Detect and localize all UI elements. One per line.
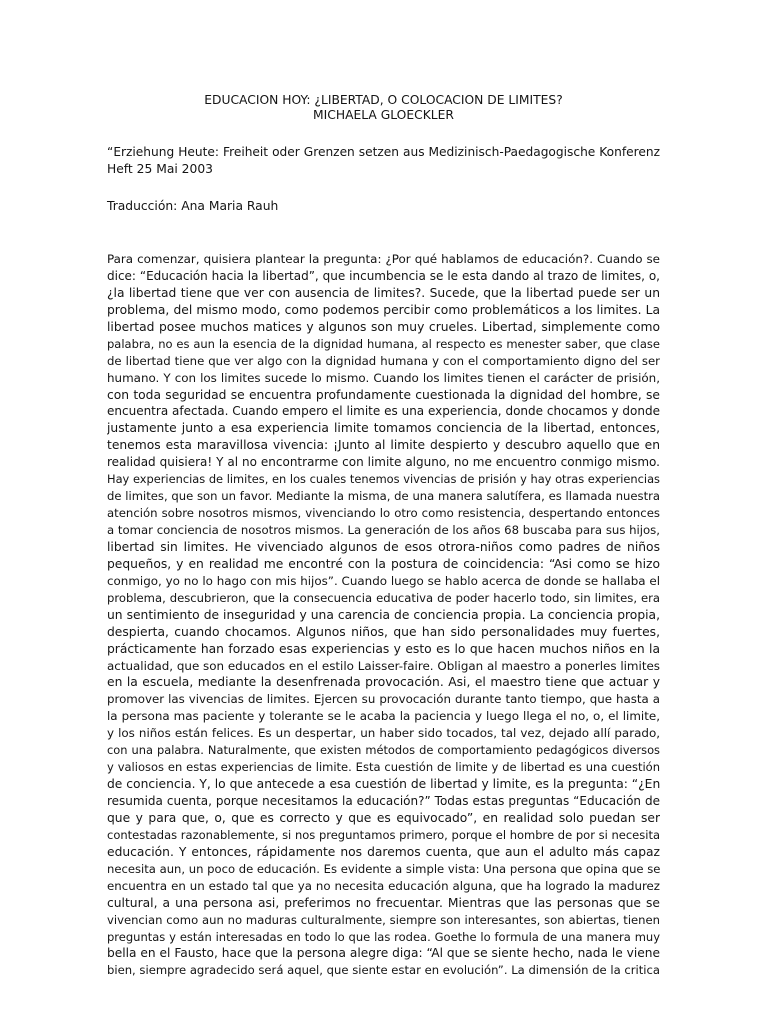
source-line: “Erziehung Heute: Freiheit oder Grenzen setzen aus Medizinisch-Paedagogische Konferenz [107,145,660,159]
body-line: dice: “Educación hacia la libertad”, que incumbencia se le esta dando al trazo de limites, o, [107,268,660,283]
body-line: atención sobre nosotros mismos, vivenciando lo otro como resistencia, despertando entonces [107,506,660,521]
body-line: problema, descubrieron, que la consecuencia educativa de poder hacerlo todo, sin limites, era [107,590,660,605]
document-author: MICHAELA GLOECKLER [313,108,454,122]
body-line: encuentra afectada. Cuando empero el limite es una experiencia, donde chocamos y donde [107,404,660,419]
body-line: conmigo, yo no lo hago con mis hijos”. Cuando luego se hablo acerca de donde se hallaba el [107,573,660,588]
body-line: la persona mas paciente y tolerante se le acaba la paciencia y luego llega el no, o, el limite, [107,709,660,724]
body-line: ¿la libertad tiene que ver con ausencia de limites?. Sucede, que la libertad puede ser un [107,285,660,300]
body-line: justamente junto a esa experiencia limite tomamos conciencia de la libertad, entonces, [107,421,660,436]
body-line: un sentimiento de inseguridad y una carencia de conciencia propia. La conciencia propia, [107,607,660,622]
source-line: Heft 25 Mai 2003 [107,162,213,176]
body-line: de libertad tiene que ver algo con la dignidad humana y con el comportamiento digno del ser [107,353,660,368]
body-line: prácticamente han forzado esas experiencias y esto es lo que hacen muchos niños en la [107,641,660,656]
body-line: realidad quisiera! Y al no encontrarme con limite alguno, no me encuentro conmigo mismo. [107,455,660,470]
body-line: palabra, no es aun la esencia de la dignidad humana, al respecto es menester saber, que clase [107,336,660,351]
document-title: EDUCACION HOY: ¿LIBERTAD, O COLOCACION DE LIMITES? [204,93,563,107]
body-line: con una palabra. Naturalmente, que existen métodos de comportamiento pedagógicos diversos [107,743,660,758]
body-line: cultural, a una persona asi, preferimos no frecuentar. Mientras que las personas que se [107,895,660,910]
body-line: Hay experiencias de limites, en los cuales tenemos vivencias de prisión y hay otras experiencias [107,472,660,487]
translation-credit: Traducción: Ana Maria Rauh [107,199,279,213]
body-line: Para comenzar, quisiera plantear la pregunta: ¿Por qué hablamos de educación?. Cuando se [107,252,660,266]
source-citation [107,144,660,178]
body-line: bella en el Fausto, hace que la persona alegre diga: “Al que se siente hecho, nada le viene [107,946,660,961]
body-line: necesita aun, un poco de educación. Es evidente a simple vista: Una persona que opina que se [107,861,660,876]
body-line: y valiosos en estas experiencias de limite. Esta cuestión de limite y de libertad es una cuestión [107,760,660,775]
body-line: pequeños, y en realidad me encontré con la postura de coincidencia: “Asi como se hizo [107,556,660,571]
body-line: actualidad, que son educados en el estilo Laisser-faire. Obligan al maestro a ponerles limites [107,658,660,673]
body-line: a tomar conciencia de nosotros mismos. La generación de los años 68 buscaba para sus hijos, [107,523,660,537]
body-line: educación. Y entonces, rápidamente nos daremos cuenta, que aun el adulto más capaz [107,844,660,859]
body-line: resumida cuenta, porque necesitamos la educación?” Todas estas preguntas “Educación de [107,794,660,808]
body-line: humano. Y con los limites sucede lo mismo. Cuando los limites tienen el carácter de prisión, [107,370,660,385]
body-paragraph [107,251,660,979]
body-line: que y para que, o, que es correcto y que es equivocado”, en realidad solo puedan ser [107,810,660,825]
body-line: en la escuela, mediante la desenfrenada provocación. Asi, el maestro tiene que actuar y [107,675,660,690]
body-line: y los niños están felices. Es un despertar, un haber sido tocados, tal vez, dejado allí parado, [107,726,660,741]
document-page [107,93,660,979]
body-line: tenemos esta maravillosa vivencia: ¡Junto al limite despierto y descubro aquello que en [107,438,660,453]
body-line: vivencian como aun no maduras culturalmente, siempre son interesantes, son abiertas, tienen [107,912,660,927]
body-line: contestadas razonablemente, si nos preguntamos primero, porque el hombre de por si necesita [107,827,660,842]
body-line: libertad posee muchos matices y algunos son muy crueles. Libertad, simplemente como [107,319,660,334]
body-line: libertad sin limites. He vivenciado algunos de esos otrora-niños como padres de niños [107,539,660,554]
body-line: bien, siempre agradecido será aquel, que siente estar en evolución”. La dimensión de la critica [107,963,660,978]
body-line: de conciencia. Y, lo que antecede a esa cuestión de libertad y limite, es la pregunta: “¿En [107,777,660,792]
body-line: con toda seguridad se encuentra profundamente cuestionada la dignidad del hombre, se [107,387,660,402]
body-line: encuentra en un estado tal que ya no necesita educación alguna, que ha logrado la madurez [107,878,660,893]
body-line: de limites, que son un favor. Mediante la misma, de una manera salutífera, es llamada nuestra [107,489,660,504]
body-line: problema, del mismo modo, como podemos percibir como problemáticos a los limites. La [107,302,660,317]
body-line: despierta, cuando chocamos. Algunos niños, que han sido personalidades muy fuertes, [107,624,660,639]
body-line: promover las vivencias de limites. Ejercen su provocación durante tanto tiempo, que hasta a [107,692,660,707]
body-line: preguntas y están interesadas en todo lo que las rodea. Goethe lo formula de una manera muy [107,929,660,944]
